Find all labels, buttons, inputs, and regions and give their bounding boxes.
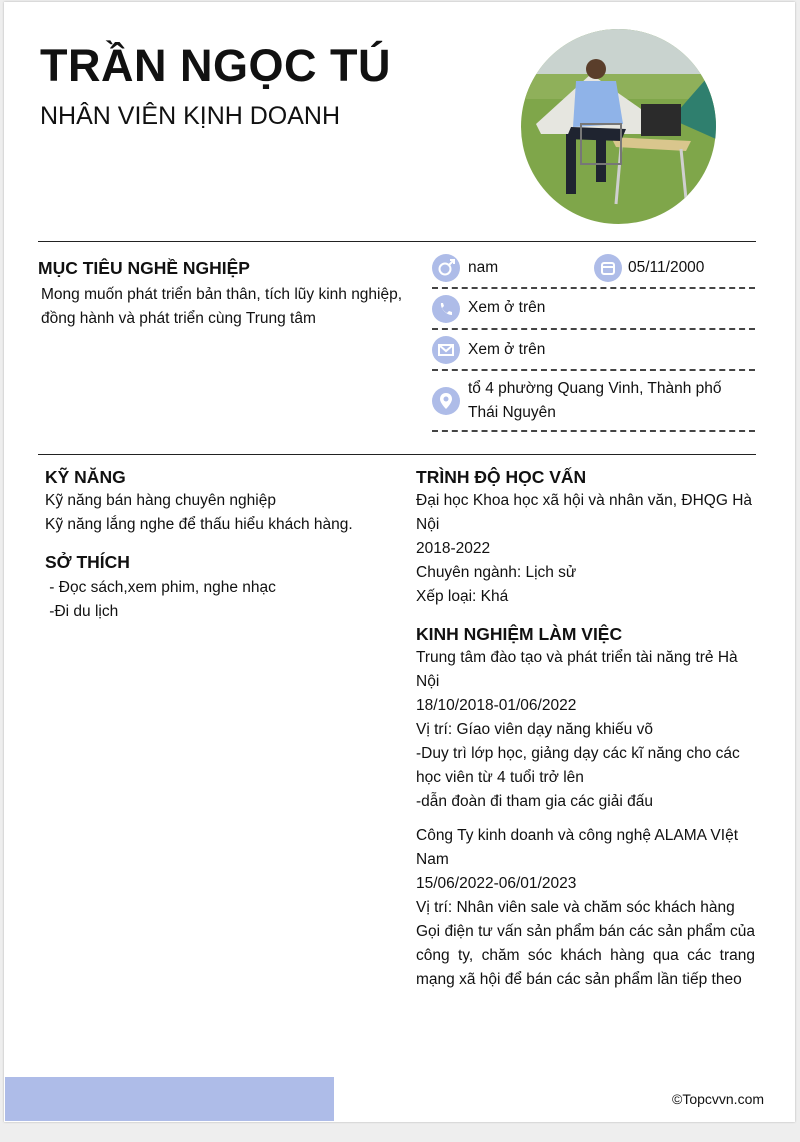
education-period: 2018-2022 bbox=[416, 540, 491, 557]
experience-title: KINH NGHIỆM LÀM VIỆC bbox=[416, 624, 623, 644]
candidate-position: NHÂN VIÊN KỊNH DOANH bbox=[40, 102, 341, 130]
address-value: tổ 4 phường Quang Vinh, Thành phố Thái Nguyên bbox=[468, 380, 722, 421]
education-grade: Xếp loại: Khá bbox=[416, 588, 509, 605]
phone-icon bbox=[432, 295, 460, 323]
profile-photo-illustration bbox=[521, 29, 716, 224]
skill-item: Kỹ năng bán hàng chuyên nghiệp bbox=[45, 492, 276, 509]
profile-photo bbox=[521, 29, 716, 224]
objective-text: Mong muốn phát triển bản thân, tích lũy kinh nghiệp, đồng hành và phát triển cùng Trung tâm bbox=[41, 286, 403, 327]
email-icon bbox=[432, 336, 460, 364]
job-company: Trung tâm đào tạo và phát triển tài năng trẻ Hà Nội bbox=[416, 649, 738, 690]
skill-item: Kỹ năng lắng nghe để thấu hiểu khách hàng. bbox=[45, 516, 353, 533]
skills-title: KỸ NĂNG bbox=[45, 467, 126, 487]
contact-row-personal bbox=[432, 252, 755, 289]
birthday-value: 05/11/2000 bbox=[628, 259, 705, 276]
job-period: 15/06/2022-06/01/2023 bbox=[416, 875, 577, 892]
contact-row-address bbox=[432, 374, 755, 432]
education-title: TRÌNH ĐỘ HỌC VẤN bbox=[416, 467, 587, 487]
location-pin-icon bbox=[432, 387, 460, 415]
job-company: Công Ty kinh doanh và công nghệ ALAMA VIệt Nam bbox=[416, 827, 738, 868]
contact-row-phone bbox=[432, 292, 755, 330]
job-description: Gọi điện tư vấn sản phẩm bán các sản phẩm của công ty, chăm sóc khách hàng qua các trang mạng xã hội để bán các sản phẩm lần tiếp theo bbox=[416, 923, 755, 988]
divider bbox=[38, 454, 756, 455]
divider bbox=[38, 241, 756, 242]
job-description: -Duy trì lớp học, giảng dạy các kĩ năng cho các học viên từ 4 tuổi trở lên bbox=[416, 745, 740, 786]
hobbies-title: SỞ THÍCH bbox=[45, 552, 130, 572]
candidate-name: TRẦN NGỌC TÚ bbox=[40, 40, 391, 91]
objective-title: MỤC TIÊU NGHỀ NGHIỆP bbox=[38, 258, 250, 278]
phone-value: Xem ở trên bbox=[468, 299, 546, 316]
email-value: Xem ở trên bbox=[468, 341, 546, 358]
hobby-item: -Đi du lịch bbox=[45, 603, 119, 620]
contact-row-email bbox=[432, 332, 755, 371]
cv-sheet bbox=[4, 2, 795, 1122]
education-major: Chuyên ngành: Lịch sử bbox=[416, 564, 577, 581]
hobby-item: - Đọc sách,xem phim, nghe nhạc bbox=[45, 579, 276, 596]
education-school: Đại học Khoa học xã hội và nhân văn, ĐHQG Hà Nội bbox=[416, 492, 753, 533]
job-role: Vị trí: Gíao viên dạy năng khiếu võ bbox=[416, 721, 653, 738]
gender-icon bbox=[432, 254, 460, 282]
job-description: -dẫn đoàn đi tham gia các giải đấu bbox=[416, 793, 653, 810]
job-period: 18/10/2018-01/06/2022 bbox=[416, 697, 577, 714]
copyright-text: ©Topcvvn.com bbox=[672, 1091, 765, 1107]
job-role: Vị trí: Nhân viên sale và chăm sóc khách hàng bbox=[416, 899, 735, 916]
gender-value: nam bbox=[468, 259, 499, 276]
footer-accent-bar bbox=[5, 1077, 334, 1121]
calendar-icon bbox=[594, 254, 622, 282]
